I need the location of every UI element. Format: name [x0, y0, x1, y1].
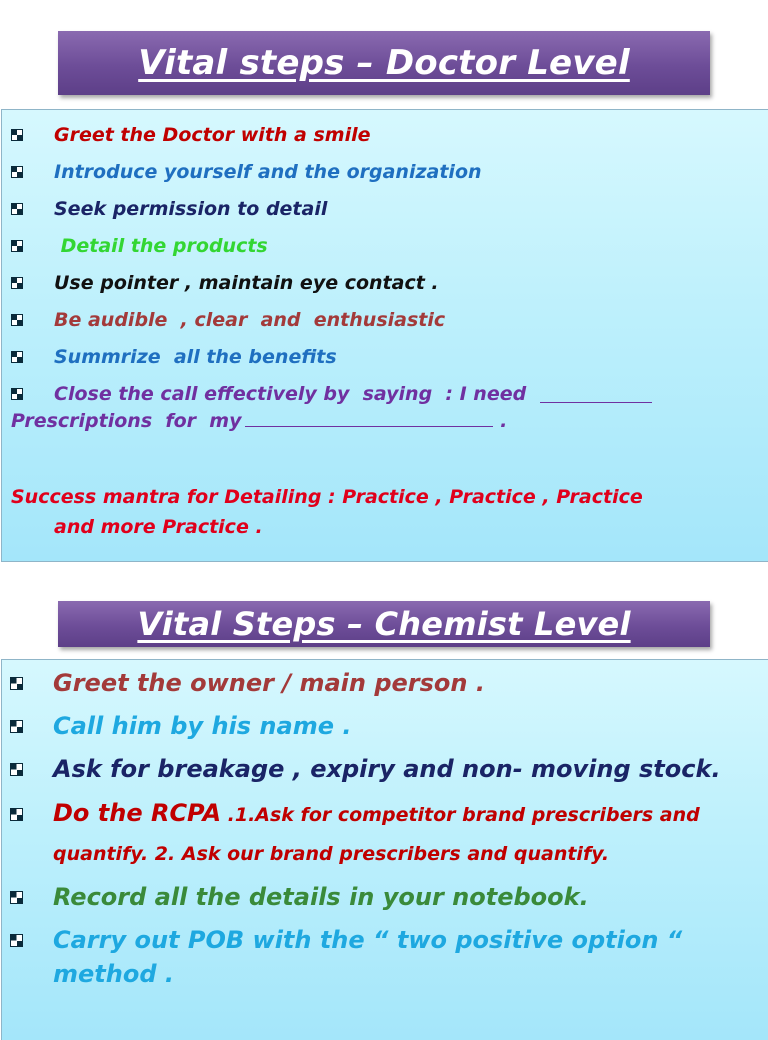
- step-text: Be audible , clear and enthusiastic: [54, 308, 446, 331]
- step-text: Carry out POB with the “ two positive option “ method .: [53, 926, 683, 988]
- checker-bullet-icon: [11, 166, 23, 178]
- checker-bullet-icon: [10, 677, 23, 690]
- doctor-level-title-banner: [58, 31, 710, 95]
- list-item: [10, 752, 755, 786]
- checker-bullet-icon: [10, 891, 23, 904]
- chemist-level-title-banner: [58, 601, 710, 647]
- list-item: [11, 264, 737, 301]
- mantra-line-1: Success mantra for Detailing : Practice , Practice , Practice: [11, 486, 643, 508]
- checker-bullet-icon: [10, 934, 23, 947]
- checker-bullet-icon: [11, 314, 23, 326]
- prescriptions-text: Prescriptions for my: [11, 410, 242, 432]
- step-text: Greet the Doctor with a smile: [54, 123, 371, 146]
- doctor-level-panel: [1, 109, 768, 562]
- doctor-steps-list: [11, 116, 737, 412]
- step-text: Summrize all the benefits: [54, 345, 337, 368]
- checker-bullet-icon: [11, 388, 23, 400]
- list-item: [10, 709, 755, 743]
- checker-bullet-icon: [11, 277, 23, 289]
- success-mantra: [11, 482, 643, 542]
- step-text: Introduce yourself and the organization: [54, 160, 482, 183]
- step-text: [53, 795, 755, 873]
- list-item: [11, 227, 737, 264]
- list-item: [10, 795, 755, 873]
- list-item: [11, 116, 737, 153]
- list-item: [10, 666, 755, 700]
- step-text: Greet the owner / main person .: [53, 669, 485, 697]
- list-item: [11, 301, 737, 338]
- list-item: [11, 153, 737, 190]
- step-text: Use pointer , maintain eye contact .: [54, 271, 439, 294]
- rcpa-main: Do the RCPA: [53, 799, 222, 827]
- step-text: Ask for breakage , expiry and non- moving stock.: [53, 755, 721, 783]
- checker-bullet-icon: [11, 129, 23, 141]
- chemist-steps-list: [10, 666, 755, 991]
- mantra-line-2: and more Practice .: [54, 516, 263, 538]
- doctor-level-title: Vital steps – Doctor Level: [138, 43, 630, 83]
- prescriptions-end: .: [493, 410, 508, 432]
- step-text: Seek permission to detail: [54, 197, 328, 220]
- list-item: [10, 923, 755, 991]
- rcpa-detail: .1.Ask for competitor brand prescribers and quantify. 2. Ask our brand prescribers and quantify.: [53, 804, 700, 865]
- fill-blank-line: [245, 408, 493, 427]
- chemist-level-title: Vital Steps – Chemist Level: [137, 605, 631, 643]
- checker-bullet-icon: [10, 808, 23, 821]
- checker-bullet-icon: [11, 203, 23, 215]
- step-text: Record all the details in your notebook.: [53, 883, 589, 911]
- list-item: [10, 880, 755, 914]
- step-text: Close the call effectively by saying : I need: [54, 382, 527, 405]
- list-item: [11, 338, 737, 375]
- list-item: [11, 375, 737, 412]
- list-item: [11, 190, 737, 227]
- checker-bullet-icon: [11, 240, 23, 252]
- checker-bullet-icon: [10, 720, 23, 733]
- checker-bullet-icon: [10, 763, 23, 776]
- step-text: Call him by his name .: [53, 712, 352, 740]
- prescriptions-line: [11, 408, 507, 432]
- step-text: Detail the products: [54, 234, 268, 257]
- fill-blank-line: [540, 384, 652, 403]
- checker-bullet-icon: [11, 351, 23, 363]
